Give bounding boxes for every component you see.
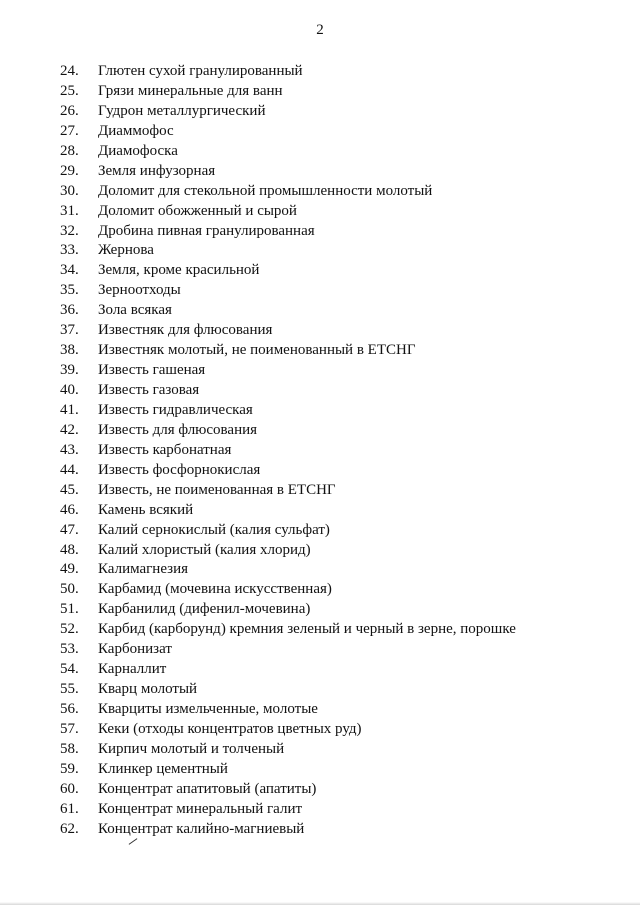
item-number: 56. bbox=[60, 701, 79, 717]
item-text: Земля, кроме красильной bbox=[98, 262, 260, 279]
item-number: 41. bbox=[60, 401, 79, 418]
item-text: Карналлит bbox=[98, 661, 167, 678]
list-item bbox=[60, 820, 516, 840]
list-item bbox=[60, 182, 516, 202]
item-number: 30. bbox=[60, 182, 79, 199]
list-item bbox=[60, 541, 516, 561]
item-number: 42. bbox=[60, 421, 79, 438]
list-item bbox=[60, 361, 516, 381]
item-number: 34. bbox=[60, 262, 79, 279]
item-text: Земля инфузорная bbox=[98, 162, 216, 179]
item-list bbox=[60, 62, 516, 840]
list-item bbox=[60, 760, 516, 780]
item-number: 35. bbox=[60, 282, 79, 299]
item-text: Калий хлористый (калия хлорид) bbox=[98, 541, 311, 558]
item-number: 53. bbox=[60, 641, 79, 658]
list-item bbox=[60, 620, 516, 640]
item-text: Кирпич молотый и толченый bbox=[98, 740, 285, 757]
list-item bbox=[60, 241, 516, 261]
item-text: Зола всякая bbox=[98, 302, 172, 319]
item-text: Зерноотходы bbox=[98, 282, 181, 299]
list-item bbox=[60, 481, 516, 501]
item-text: Концентрат минеральный галит bbox=[98, 800, 303, 817]
list-item bbox=[60, 281, 516, 301]
item-text: Известь фосфорнокислая bbox=[98, 461, 261, 478]
item-text: Камень всякий bbox=[98, 501, 194, 518]
list-item bbox=[60, 261, 516, 281]
list-item bbox=[60, 142, 516, 162]
item-number: 61. bbox=[60, 800, 79, 817]
list-item bbox=[60, 321, 516, 341]
item-text: Диаммофос bbox=[98, 122, 174, 139]
item-number: 48. bbox=[60, 541, 79, 558]
list-item bbox=[60, 461, 516, 481]
list-item bbox=[60, 640, 516, 660]
list-item bbox=[60, 421, 516, 441]
item-text: Диамофоска bbox=[98, 142, 178, 159]
list-item bbox=[60, 82, 516, 102]
item-text: Известь для флюсования bbox=[98, 421, 258, 438]
item-number: 24. bbox=[60, 63, 79, 79]
item-number: 43. bbox=[60, 441, 79, 458]
item-text: Известь карбонатная bbox=[98, 441, 232, 458]
list-item bbox=[60, 680, 516, 700]
list-item bbox=[60, 580, 516, 600]
list-item bbox=[60, 560, 516, 580]
item-text: Карбанилид (дифенил-мочевина) bbox=[98, 601, 311, 618]
item-number: 50. bbox=[60, 581, 79, 598]
list-item bbox=[60, 202, 516, 222]
item-number: 31. bbox=[60, 202, 79, 219]
item-number: 38. bbox=[60, 342, 79, 359]
list-item bbox=[60, 162, 516, 182]
item-text: Карбонизат bbox=[98, 641, 172, 658]
item-text: Доломит для стекольной промышленности молотый bbox=[98, 182, 433, 199]
list-item bbox=[60, 700, 516, 720]
item-text: Известь газовая bbox=[98, 382, 200, 398]
item-number: 54. bbox=[60, 661, 79, 678]
item-number: 51. bbox=[60, 601, 79, 618]
item-text: Дробина пивная гранулированная bbox=[98, 222, 315, 239]
item-text: Известняк молотый, не поименованный в ЕТСНГ bbox=[98, 342, 416, 359]
item-number: 58. bbox=[60, 740, 79, 757]
item-number: 39. bbox=[60, 362, 79, 379]
list-item bbox=[60, 780, 516, 800]
list-item bbox=[60, 740, 516, 760]
list-item bbox=[60, 222, 516, 242]
item-text: Глютен сухой гранулированный bbox=[98, 63, 303, 79]
page-number: 2 bbox=[316, 22, 324, 38]
item-number: 25. bbox=[60, 82, 79, 99]
item-text: Концентрат апатитовый (апатиты) bbox=[98, 780, 317, 797]
item-number: 33. bbox=[60, 242, 79, 259]
item-text: Жернова bbox=[98, 242, 154, 259]
item-number: 40. bbox=[60, 382, 79, 398]
list-item bbox=[60, 102, 516, 122]
item-text: Грязи минеральные для ванн bbox=[98, 82, 283, 99]
item-number: 47. bbox=[60, 521, 79, 538]
item-text: Кеки (отходы концентратов цветных руд) bbox=[98, 720, 362, 737]
item-number: 55. bbox=[60, 681, 79, 698]
item-number: 44. bbox=[60, 461, 79, 478]
item-number: 37. bbox=[60, 322, 79, 339]
item-number: 28. bbox=[60, 142, 79, 159]
list-item bbox=[60, 600, 516, 620]
item-text: Гудрон металлургический bbox=[98, 102, 266, 119]
item-number: 27. bbox=[60, 122, 79, 139]
item-number: 57. bbox=[60, 720, 79, 737]
item-text: Калимагнезия bbox=[98, 561, 189, 578]
item-number: 49. bbox=[60, 561, 79, 578]
item-text: Известь гашеная bbox=[98, 362, 206, 379]
item-number: 46. bbox=[60, 501, 79, 518]
item-number: 45. bbox=[60, 481, 79, 498]
item-text: Концентрат калийно-магниевый bbox=[98, 820, 305, 837]
list-item bbox=[60, 122, 516, 142]
list-item bbox=[60, 401, 516, 421]
item-text: Доломит обожженный и сырой bbox=[98, 202, 297, 219]
item-text: Известняк для флюсования bbox=[98, 322, 273, 339]
item-text: Клинкер цементный bbox=[98, 760, 228, 777]
item-number: 29. bbox=[60, 162, 79, 179]
list-item bbox=[60, 720, 516, 740]
list-item bbox=[60, 501, 516, 521]
item-text: Кварц молотый bbox=[98, 681, 198, 698]
item-number: 59. bbox=[60, 760, 79, 777]
list-item bbox=[60, 381, 516, 401]
item-text: Известь, не поименованная в ЕТСНГ bbox=[98, 481, 336, 498]
item-text: Кварциты измельченные, молотые bbox=[98, 701, 318, 717]
item-number: 26. bbox=[60, 102, 79, 119]
list-item bbox=[60, 660, 516, 680]
list-item bbox=[60, 62, 516, 82]
item-number: 62. bbox=[60, 820, 79, 837]
item-number: 36. bbox=[60, 302, 79, 319]
item-text: Калий сернокислый (калия сульфат) bbox=[98, 521, 330, 538]
list-item bbox=[60, 301, 516, 321]
item-text: Карбид (карборунд) кремния зеленый и черный в зерне, порошке bbox=[98, 621, 516, 638]
list-item bbox=[60, 521, 516, 541]
item-number: 60. bbox=[60, 780, 79, 797]
item-text: Известь гидравлическая bbox=[98, 401, 253, 418]
list-item bbox=[60, 800, 516, 820]
item-number: 32. bbox=[60, 222, 79, 239]
list-item bbox=[60, 441, 516, 461]
item-text: Карбамид (мочевина искусственная) bbox=[98, 581, 332, 598]
list-item bbox=[60, 341, 516, 361]
item-number: 52. bbox=[60, 621, 79, 638]
